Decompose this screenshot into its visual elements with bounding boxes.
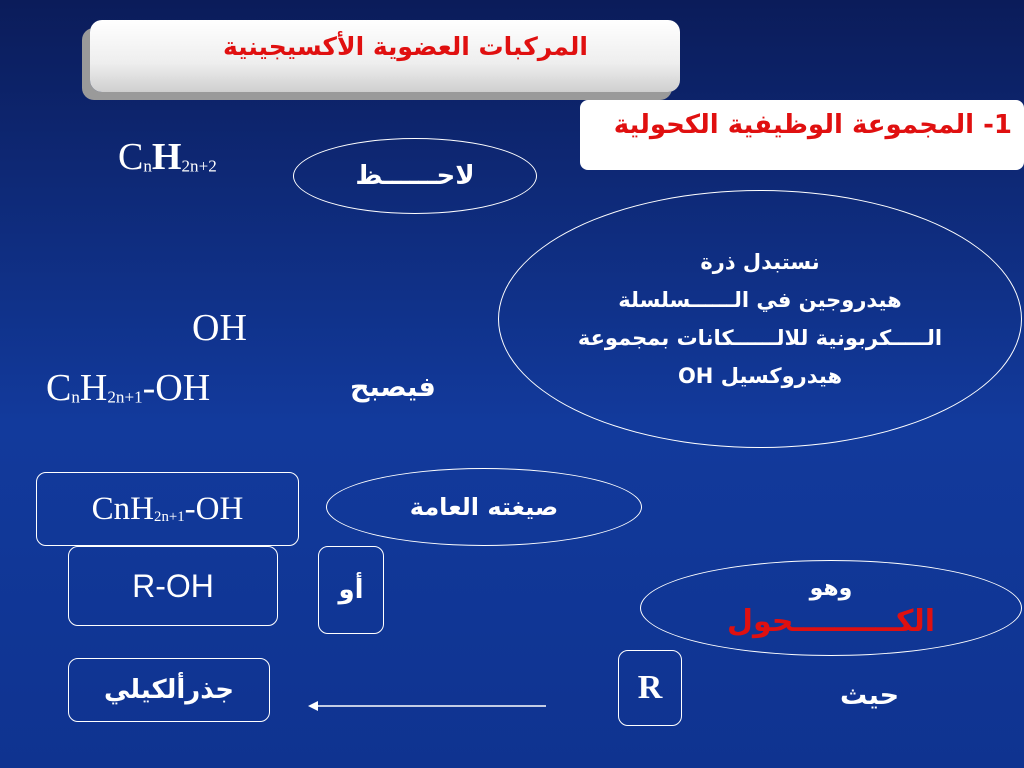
alcohol-label: الكــــــــــحول	[727, 604, 935, 639]
alkane-formula	[118, 135, 217, 179]
note-label: لاحــــــظ	[355, 161, 475, 191]
explanation-line-1: نستبدل ذرة	[700, 250, 820, 274]
oh-label: OH	[192, 307, 247, 349]
alcohol-formula	[46, 366, 210, 410]
general-formula-box	[36, 472, 299, 546]
formula-n: n	[143, 156, 152, 176]
alkyl-radical-box	[68, 658, 270, 722]
alcohol-c: C	[46, 367, 72, 409]
r-oh-text: R-OH	[132, 567, 214, 604]
r-oh-box	[68, 546, 278, 626]
general-formula-oh: -OH	[184, 490, 244, 527]
alcohol-ellipse	[640, 560, 1022, 656]
slide-title-box	[90, 20, 680, 92]
alcohol-sub: 2n+1	[107, 387, 143, 407]
general-formula	[92, 491, 244, 528]
r-symbol: R	[637, 669, 663, 706]
becomes-label: فيصبح	[350, 372, 436, 403]
section-heading: 1- المجموعة الوظيفية الكحولية	[613, 110, 1012, 140]
alcohol-oh: -OH	[142, 367, 211, 409]
slide-title: المركبات العضوية الأكسيجينية	[222, 32, 588, 61]
alkyl-radical-label: جذرألكيلي	[103, 675, 235, 705]
general-formula-ellipse	[326, 468, 642, 546]
general-formula-sub: 2n+1	[154, 508, 185, 525]
explanation-line-4: هيدروكسيل OH	[677, 364, 843, 388]
or-label: أو	[338, 575, 364, 605]
explanation-line-2: هيدروجين في الــــــسلسلة	[618, 288, 902, 312]
arrow-left-icon	[306, 698, 548, 714]
or-box	[318, 546, 384, 634]
section-heading-box	[580, 100, 1024, 170]
alcohol-n: n	[71, 387, 80, 407]
where-label: حيث	[840, 680, 900, 711]
general-formula-label: صيغته العامة	[409, 493, 559, 521]
explanation-line-3: الـــــكربونية للالــــــكانات بمجموعة	[577, 326, 943, 350]
it-is-label: وهو	[809, 576, 853, 601]
formula-c: C	[118, 136, 144, 178]
r-symbol-box	[618, 650, 682, 726]
general-formula-base: CnH	[91, 490, 155, 527]
alcohol-h: H	[79, 367, 108, 409]
explanation-ellipse	[498, 190, 1022, 448]
note-ellipse	[293, 138, 537, 214]
formula-sub: 2n+2	[181, 156, 217, 176]
formula-h: H	[151, 136, 182, 178]
